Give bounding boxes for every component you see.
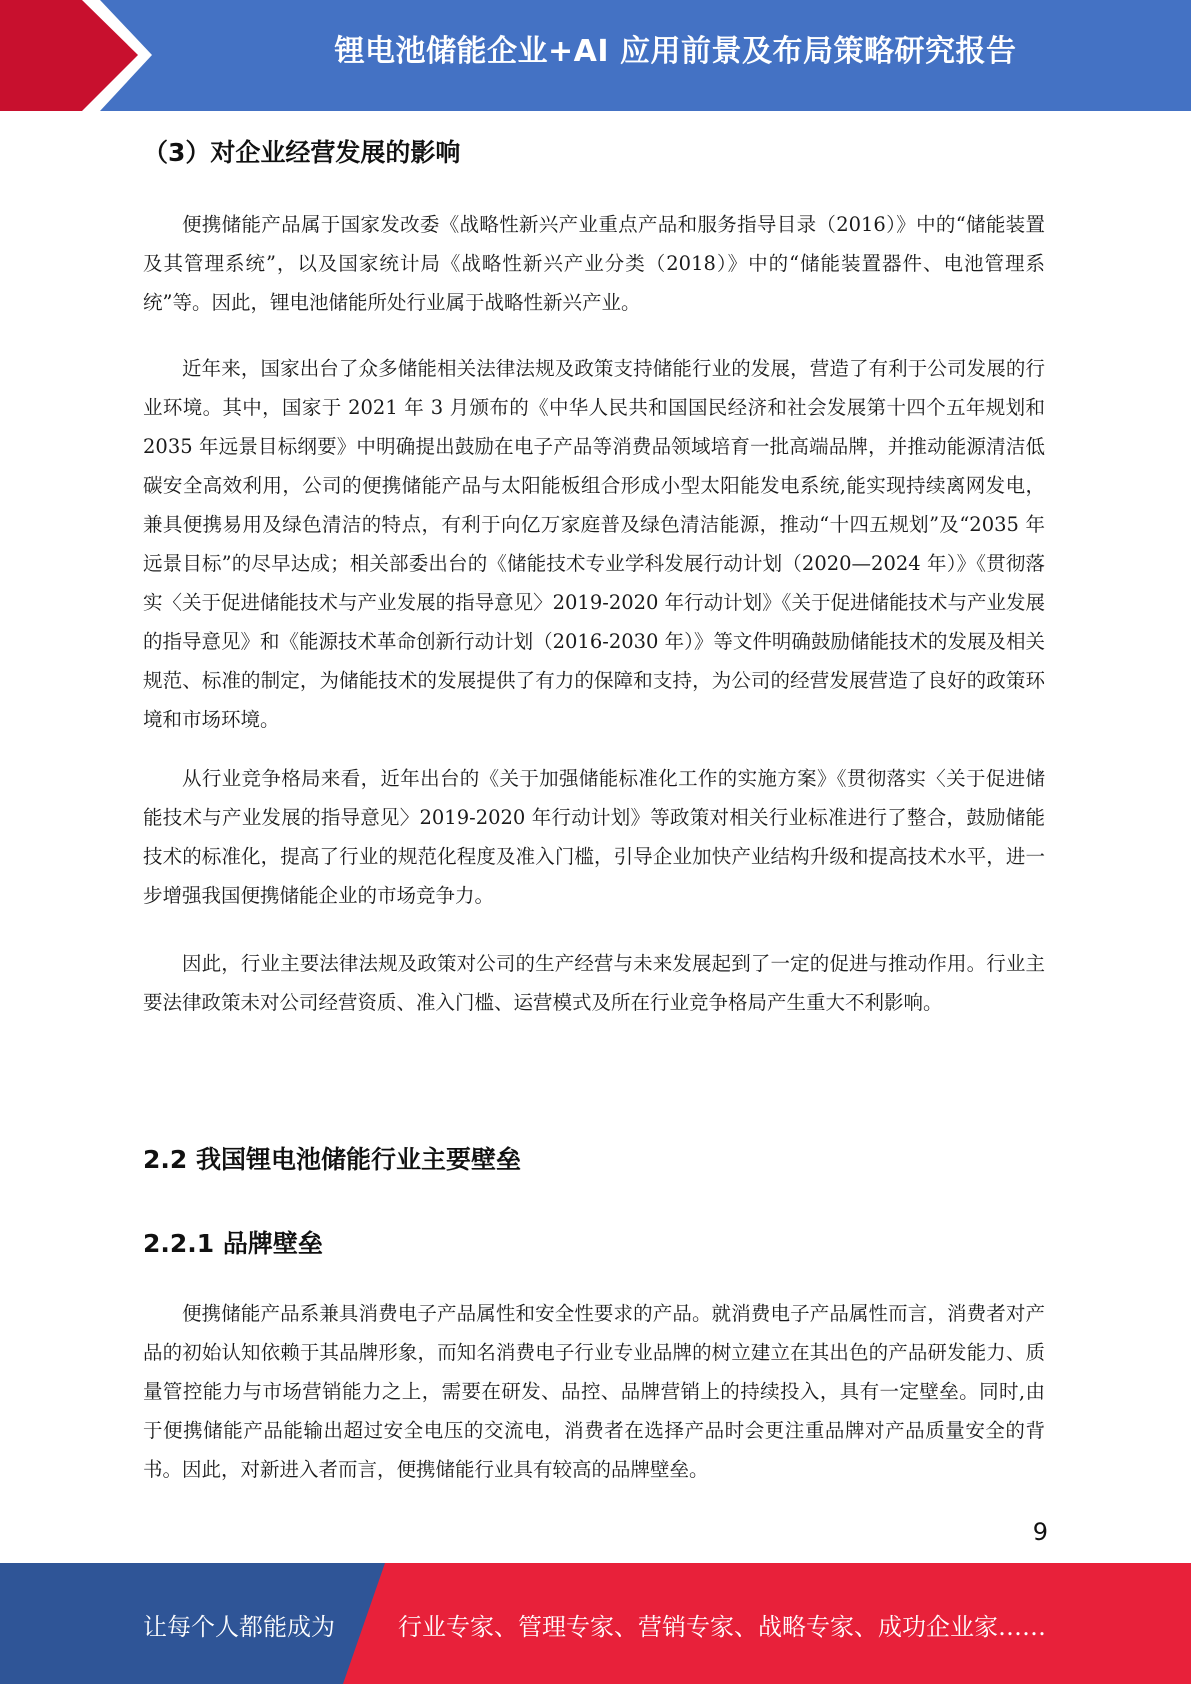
section-heading-2-2-1: 2.2.1 品牌壁垒 xyxy=(143,1229,323,1258)
footer-slogan-left: 让每个人都能成为 xyxy=(143,1613,335,1641)
paragraph-2: 近年来，国家出台了众多储能相关法律法规及政策支持储能行业的发展，营造了有利于公司发展的行业环境。其中，国家于 2021 年 3 月颁布的《中华人民共和国国民经济和社会发展第十四个五年规划和 2035 年远景目标纲要》中明确提出鼓励在电子产品等消费品领域培育一批高端品牌，并推动能源清洁低碳安全高效利用，公司的便携储能产品与太阳能板组合形成小型太阳能发电系统,能实现持续离网发电，兼具便携易用及绿色清洁的特点，有利于向亿万家庭普及绿色清洁能源，推动“十四五规划”及“2035 年远景目标”的尽早达成；相关部委出台的《储能技术专业学科发展行动计划（2020—2024 年）》《贯彻落实〈关于促进储能技术与产业发展的指导意见〉2019-2020 年行动计划》《关于促进储能技术与产业发展的指导意见》和《能源技术革命创新行动计划（2016-2030 年）》等文件明确鼓励储能技术的发展及相关规范、标准的制定，为储能技术的发展提供了有力的保障和支持，为公司的经营发展营造了良好的政策环境和市场环境。 xyxy=(143,357,1045,731)
paragraph-3: 从行业竞争格局来看，近年出台的《关于加强储能标准化工作的实施方案》《贯彻落实〈关于促进储能技术与产业发展的指导意见〉2019-2020 年行动计划》等政策对相关行业标准进行了整合，鼓励储能技术的标准化，提高了行业的规范化程度及准入门槛，引导企业加快产业结构升级和提高技术水平，进一步增强我国便携储能企业的市场竞争力。 xyxy=(143,767,1045,907)
report-title: 锂电池储能企业+AI 应用前景及布局策略研究报告 xyxy=(334,34,1017,69)
paragraph-brand-barrier: 便携储能产品系兼具消费电子产品属性和安全性要求的产品。就消费电子产品属性而言，消费者对产品的初始认知依赖于其品牌形象，而知名消费电子行业专业品牌的树立建立在其出色的产品研发能力、质量管控能力与市场营销能力之上，需要在研发、品控、品牌营销上的持续投入，具有一定壁垒。同时,由于便携储能产品能输出超过安全电压的交流电，消费者在选择产品时会更注重品牌对产品质量安全的背书。因此，对新进入者而言，便携储能行业具有较高的品牌壁垒。 xyxy=(143,1302,1045,1481)
section-heading-2-2: 2.2 我国锂电池储能行业主要壁垒 xyxy=(143,1145,521,1174)
paragraph-1: 便携储能产品属于国家发改委《战略性新兴产业重点产品和服务指导目录（2016）》中的“储能装置及其管理系统”，以及国家统计局《战略性新兴产业分类（2018）》中的“储能装置器件、电池管理系统”等。因此，锂电池储能所处行业属于战略性新兴产业。 xyxy=(143,213,1045,314)
footer-slogan-right: 行业专家、管理专家、营销专家、战略专家、成功企业家…… xyxy=(398,1613,1046,1641)
header-banner xyxy=(0,0,1191,111)
page-number: 9 xyxy=(1032,1518,1048,1546)
paragraph-4: 因此，行业主要法律法规及政策对公司的生产经营与未来发展起到了一定的促进与推动作用。行业主要法律政策未对公司经营资质、准入门槛、运营模式及所在行业竞争格局产生重大不利影响。 xyxy=(143,952,1045,1014)
footer-banner xyxy=(0,1563,1191,1684)
subsection-heading: （3）对企业经营发展的影响 xyxy=(143,138,461,167)
